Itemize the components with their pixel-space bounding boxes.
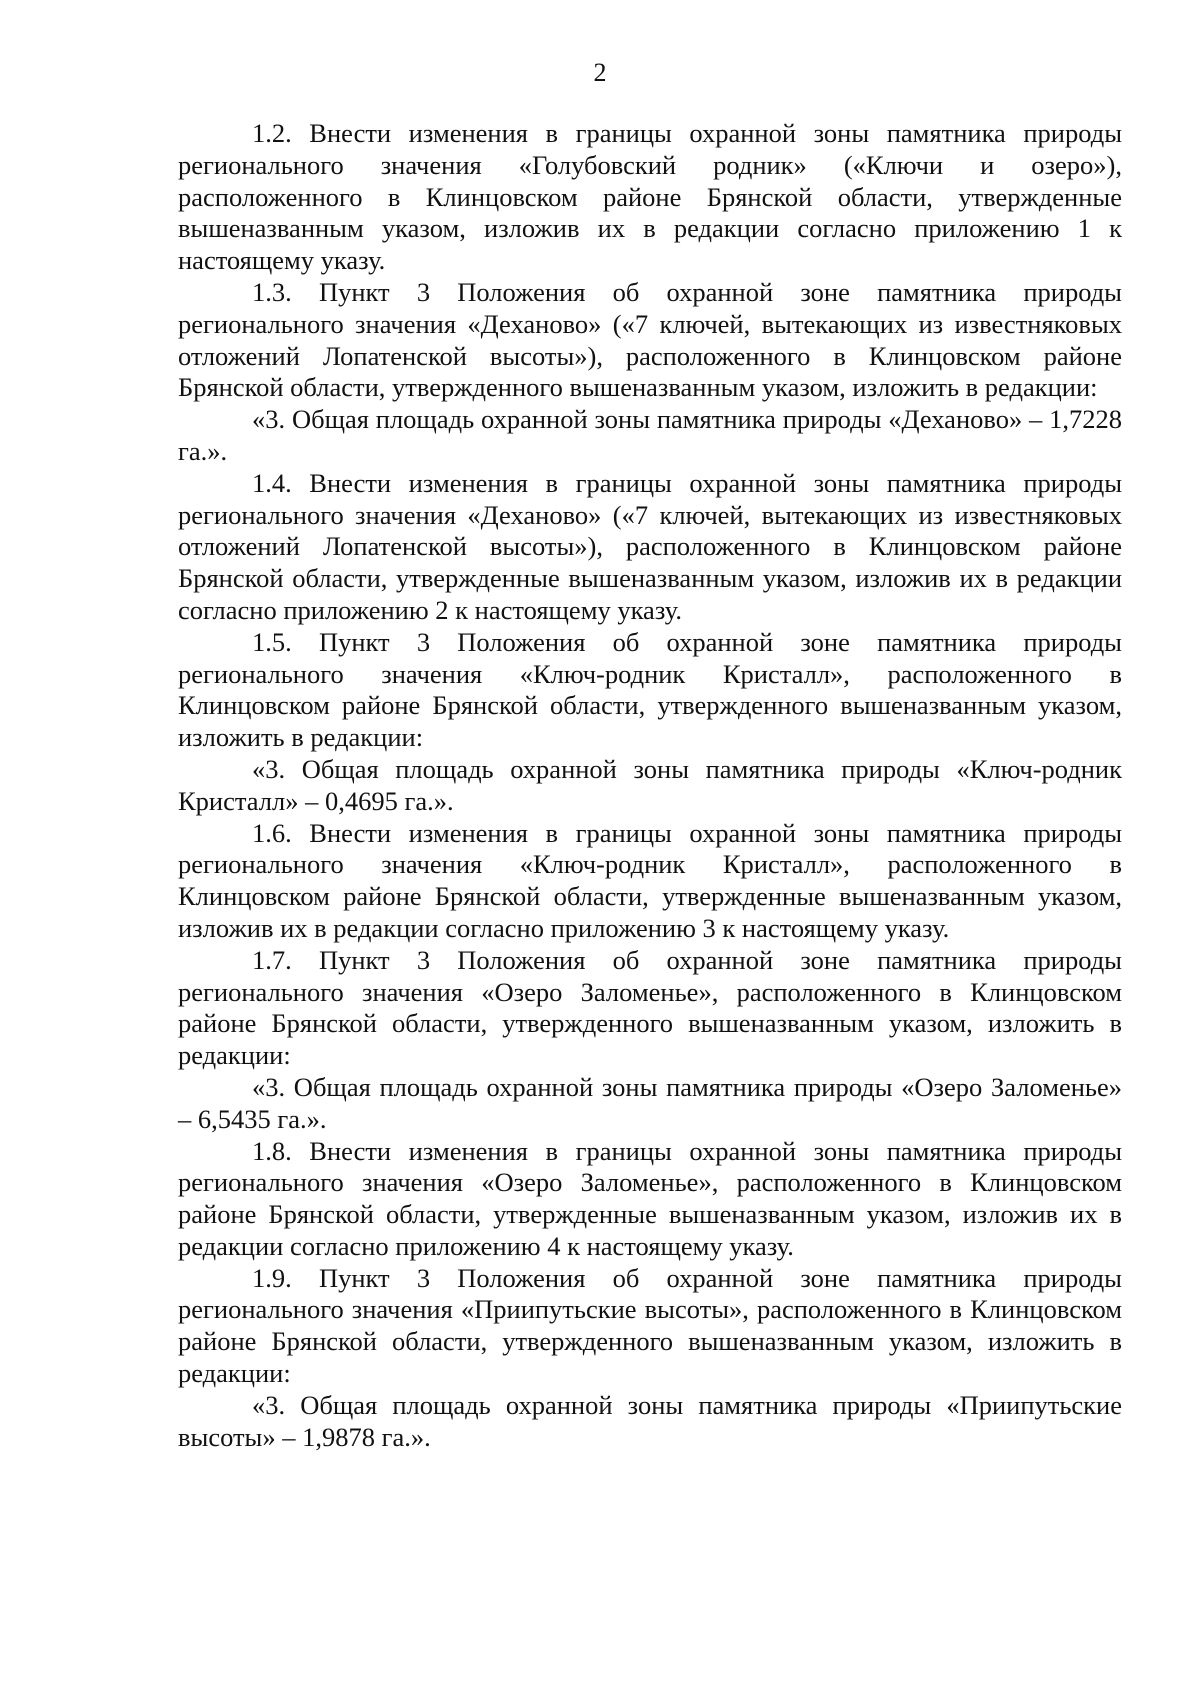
paragraph-1-5: 1.5. Пункт 3 Положения об охранной зоне памятника природы регионального значения «Ключ-родник Кристалл», расположенного в Клинцовском районе Брянской области, утвержденного вышеназванным указом, изложить в редакции: — [178, 626, 1122, 753]
paragraph-1-3-quote: «3. Общая площадь охранной зоны памятника природы «Деханово» – 1,7228 га.». — [178, 404, 1122, 466]
paragraph-1-8: 1.8. Внести изменения в границы охранной зоны памятника природы регионального значения «Озеро Заломенье», расположенного в Клинцовском районе Брянской области, утвержденные вышеназванным указом, изложив их в редакции согласно приложению 4 к настоящему указу. — [178, 1135, 1122, 1261]
paragraph-1-7-quote: «3. Общая площадь охранной зоны памятника природы «Озеро Заломенье» – 6,5435 га.». — [178, 1071, 1122, 1134]
page-number: 2 — [593, 58, 607, 87]
paragraph-1-9: 1.9. Пункт 3 Положения об охранной зоне памятника природы регионального значения «Приипутьские высоты», расположенного в Клинцовском районе Брянской области, утвержденного вышеназванным указом, изложить в редакции: — [178, 1262, 1122, 1389]
paragraph-1-7: 1.7. Пункт 3 Положения об охранной зоне памятника природы регионального значения «Озеро Заломенье», расположенного в Клинцовском районе Брянской области, утвержденного вышеназванным указом, изложить в редакции: — [178, 944, 1122, 1071]
paragraph-1-3: 1.3. Пункт 3 Положения об охранной зоне памятника природы регионального значения «Деханово» («7 ключей, вытекающих из известняковых отложений Лопатенской высоты»), расположенного в Клинцовском районе Брянской области, утвержденного вышеназванным указом, изложить в редакции: — [178, 276, 1122, 403]
paragraph-1-9-quote: «3. Общая площадь охранной зоны памятника природы «Приипутьские высоты» – 1,9878 га.». — [178, 1389, 1122, 1452]
document-body — [178, 118, 1122, 1453]
paragraph-1-6: 1.6. Внести изменения в границы охранной зоны памятника природы регионального значения «Ключ-родник Кристалл», расположенного в Клинцовском районе Брянской области, утвержденные вышеназванным указом, изложив их в редакции согласно приложению 3 к настоящему указу. — [178, 817, 1122, 943]
paragraph-1-2: 1.2. Внести изменения в границы охранной зоны памятника природы регионального значения «Голубовский родник» («Ключи и озеро»), расположенного в Клинцовском районе Брянской области, утвержденные вышеназванным указом, изложив их в редакции согласно приложению 1 к настоящему указу. — [178, 118, 1122, 276]
paragraph-1-4: 1.4. Внести изменения в границы охранной зоны памятника природы регионального значения «Деханово» («7 ключей, вытекающих из известняковых отложений Лопатенской высоты»), расположенного в Клинцовском районе Брянской области, утвержденные вышеназванным указом, изложив их в редакции согласно приложению 2 к настоящему указу. — [178, 467, 1122, 625]
paragraph-1-5-quote: «3. Общая площадь охранной зоны памятника природы «Ключ-родник Кристалл» – 0,4695 га.». — [178, 753, 1122, 816]
